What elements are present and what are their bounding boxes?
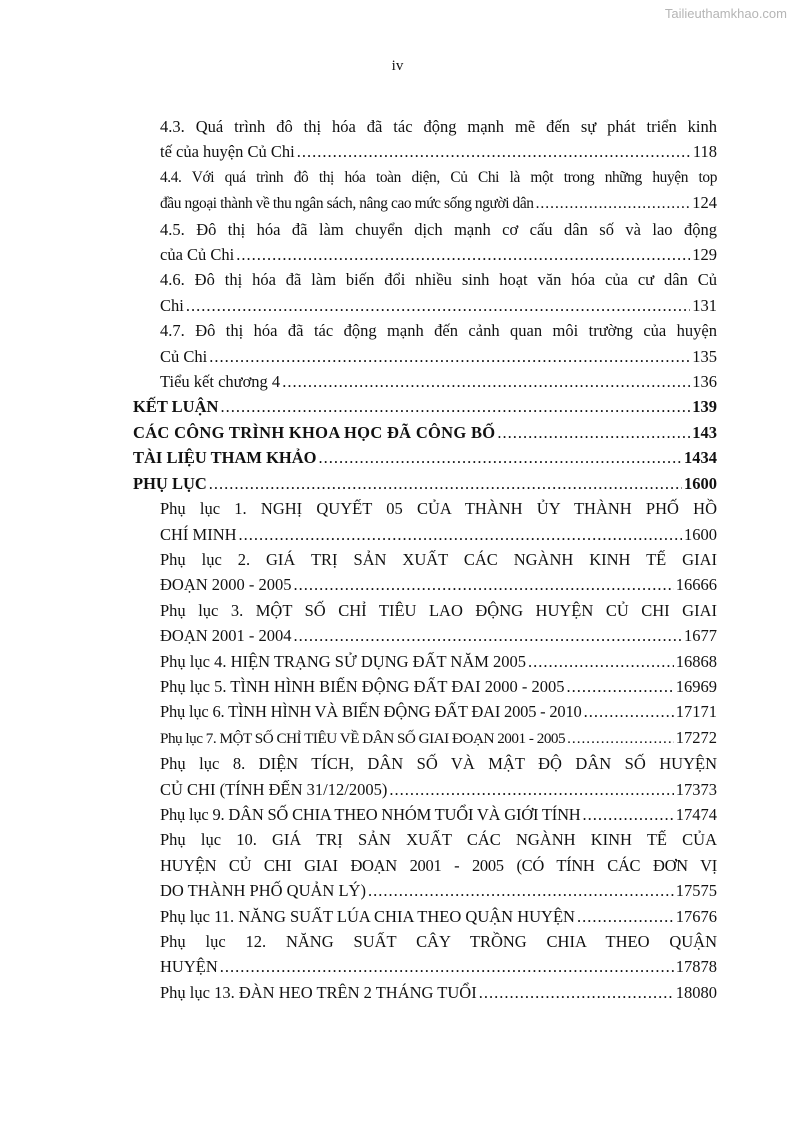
toc-entry-title: Phụ lục 7. MỘT SỐ CHỈ TIÊU VỀ DÂN SỐ GIAI ĐOẠN 2001 - 2005	[160, 729, 566, 747]
dot-leader	[294, 572, 674, 597]
toc-entry-4-3[interactable]	[133, 114, 717, 165]
toc-entry-title: Phụ lục 12. NĂNG SUẤT CÂY TRỒNG CHIA THEO QUẬN	[160, 932, 717, 951]
toc-entry-title: 4.3. Quá trình đô thị hóa đã tác động mạnh mẽ đến sự phát triển kinh	[160, 117, 717, 136]
dot-leader	[389, 777, 673, 802]
toc-entry-title: 4.7. Đô thị hóa đã tác động mạnh đến cảnh quan môi trường của huyện	[160, 321, 717, 341]
toc-entry-title-cont: ĐOẠN 2000 - 2005	[160, 575, 292, 595]
toc-entry-appendix-10[interactable]	[133, 827, 717, 903]
dot-leader	[567, 726, 674, 751]
toc-entry-appendix-7[interactable]	[133, 725, 717, 751]
toc-entry-chapter-summary[interactable]	[133, 369, 717, 394]
toc-entry-title: Tiểu kết chương 4	[160, 372, 281, 392]
toc-entry-title-cont: CỦ CHI (TÍNH ĐẾN 31/12/2005)	[160, 779, 388, 799]
toc-entry-appendix-9[interactable]	[133, 802, 717, 827]
dot-leader	[239, 522, 682, 547]
toc-entry-appendix-2[interactable]	[133, 547, 717, 598]
table-of-contents	[133, 114, 717, 1005]
toc-entry-appendix-11[interactable]	[133, 904, 717, 929]
dot-leader	[536, 191, 691, 216]
toc-entry-references[interactable]	[133, 445, 717, 470]
toc-entry-title-cont: ĐOẠN 2001 - 2004	[160, 626, 292, 646]
toc-entry-title: 4.4. Với quá trình đô thị hóa toàn diện, Củ Chi là một trong những huyện top	[160, 168, 717, 186]
toc-page-number: 18080	[675, 982, 717, 1002]
toc-entry-appendix-3[interactable]	[133, 598, 717, 649]
toc-entry-title: Phụ lục 4. HIỆN TRẠNG SỬ DỤNG ĐẤT NĂM 2005	[160, 651, 527, 671]
dot-leader	[220, 394, 690, 419]
toc-entry-title: KẾT LUẬN	[133, 397, 219, 417]
toc-entry-title: Phụ lục 5. TÌNH HÌNH BIẾN ĐỘNG ĐẤT ĐAI 2000 - 2005	[160, 676, 565, 696]
toc-page-number: 17272	[675, 727, 717, 747]
toc-entry-appendix-13[interactable]	[133, 980, 717, 1005]
toc-entry-appendix-5[interactable]	[133, 674, 717, 699]
dot-leader	[497, 420, 690, 445]
dot-leader	[220, 954, 674, 979]
dot-leader	[294, 623, 682, 648]
toc-page-number: 16666	[675, 575, 717, 595]
dot-leader	[282, 369, 690, 394]
dot-leader	[209, 471, 682, 496]
toc-entry-title-cont: của Củ Chi	[160, 245, 235, 265]
dot-leader	[209, 344, 690, 369]
toc-entry-publications[interactable]	[133, 420, 717, 445]
toc-page-number: 17373	[675, 779, 717, 799]
toc-entry-title-cont: HUYỆN	[160, 957, 218, 977]
toc-entry-title-cont: Củ Chi	[160, 346, 208, 366]
toc-entry-title: PHỤ LỤC	[133, 473, 207, 493]
toc-entry-title: Phụ lục 1. NGHỊ QUYẾT 05 CỦA THÀNH ỦY THÀNH PHỐ HỒ	[160, 499, 717, 519]
dot-leader	[236, 242, 690, 267]
toc-page-number: 124	[692, 193, 717, 213]
toc-entry-title-cont: HUYỆN CỦ CHI GIAI ĐOẠN 2001 - 2005 (CÓ TÍNH CÁC ĐƠN VỊ	[160, 855, 717, 875]
toc-page-number: 129	[692, 245, 717, 265]
toc-page-number: 16868	[675, 651, 717, 671]
toc-entry-title-cont: Chi	[160, 295, 184, 315]
dot-leader	[297, 139, 691, 164]
toc-page-number: 1677	[684, 626, 717, 646]
toc-entry-title: Phụ lục 8. DIỆN TÍCH, DÂN SỐ VÀ MẬT ĐỘ DÂN SỐ HUYỆN	[160, 754, 717, 774]
dot-leader	[479, 980, 674, 1005]
toc-entry-appendix-4[interactable]	[133, 649, 717, 674]
toc-entry-title-cont: đầu ngoại thành về thu ngân sách, nâng cao mức sống người dân	[160, 195, 534, 213]
toc-entry-appendix-1[interactable]	[133, 496, 717, 547]
toc-entry-title: 4.5. Đô thị hóa đã làm chuyển dịch mạnh cơ cấu dân số và lao động	[160, 219, 717, 239]
toc-page-number: 1600	[684, 473, 717, 493]
watermark: Tailieuthamkhao.com	[664, 6, 787, 21]
page-number: iv	[391, 58, 404, 74]
toc-page-number: 135	[692, 346, 717, 366]
toc-entry-title: Phụ lục 6. TÌNH HÌNH VÀ BIẾN ĐỘNG ĐẤT ĐAI 2005 - 2010	[160, 702, 582, 722]
toc-page-number: 17171	[675, 702, 717, 722]
toc-entry-4-6[interactable]	[133, 267, 717, 318]
dot-leader	[368, 878, 674, 903]
dot-leader	[583, 802, 674, 827]
toc-entry-title: TÀI LIỆU THAM KHẢO	[133, 448, 317, 468]
dot-leader	[186, 293, 690, 318]
toc-entry-conclusion[interactable]	[133, 394, 717, 419]
toc-entry-title: 4.6. Đô thị hóa đã làm biến đổi nhiều sinh hoạt văn hóa của cư dân Củ	[160, 270, 717, 290]
dot-leader	[567, 674, 674, 699]
dot-leader	[584, 699, 674, 724]
toc-entry-title: Phụ lục 3. MỘT SỐ CHỈ TIÊU LAO ĐỘNG HUYỆN CỦ CHI GIAI	[160, 600, 717, 620]
toc-page-number: 1600	[684, 524, 717, 544]
toc-entry-title: Phụ lục 10. GIÁ TRỊ SẢN XUẤT CÁC NGÀNH KINH TẾ CỦA	[160, 830, 717, 850]
toc-entry-title-cont: CHÍ MINH	[160, 524, 237, 544]
toc-page-number: 17878	[675, 957, 717, 977]
toc-page-number: 118	[692, 142, 717, 162]
toc-entry-title: Phụ lục 9. DÂN SỐ CHIA THEO NHÓM TUỔI VÀ GIỚI TÍNH	[160, 804, 581, 824]
toc-page-number: 17676	[675, 906, 717, 926]
dot-leader	[319, 445, 682, 470]
toc-page-number: 16969	[675, 676, 717, 696]
toc-entry-title: CÁC CÔNG TRÌNH KHOA HỌC ĐÃ CÔNG BỐ	[133, 422, 496, 442]
toc-entry-title: Phụ lục 2. GIÁ TRỊ SẢN XUẤT CÁC NGÀNH KINH TẾ GIAI	[160, 549, 717, 569]
toc-entry-appendix-8[interactable]	[133, 751, 717, 802]
toc-entry-appendix-6[interactable]	[133, 699, 717, 724]
toc-entry-title: Phụ lục 11. NĂNG SUẤT LÚA CHIA THEO QUẬN HUYỆN	[160, 906, 575, 926]
toc-page-number: 136	[692, 372, 717, 392]
toc-entry-appendix[interactable]	[133, 471, 717, 496]
toc-page-number: 17474	[675, 804, 717, 824]
toc-entry-appendix-12[interactable]	[133, 929, 717, 980]
dot-leader	[528, 649, 674, 674]
toc-entry-4-4[interactable]	[133, 165, 717, 217]
toc-entry-title-cont: tế của huyện Củ Chi	[160, 142, 295, 162]
toc-page-number: 143	[692, 422, 717, 442]
toc-entry-title: Phụ lục 13. ĐÀN HEO TRÊN 2 THÁNG TUỔI	[160, 982, 477, 1002]
toc-page-number: 17575	[675, 881, 717, 901]
toc-entry-title-cont: DO THÀNH PHỐ QUẢN LÝ)	[160, 881, 366, 901]
dot-leader	[577, 904, 674, 929]
toc-page-number: 131	[692, 295, 717, 315]
toc-entry-4-5[interactable]	[133, 217, 717, 268]
toc-page-number: 139	[692, 397, 717, 417]
toc-page-number: 1434	[684, 448, 717, 468]
toc-entry-4-7[interactable]	[133, 318, 717, 369]
